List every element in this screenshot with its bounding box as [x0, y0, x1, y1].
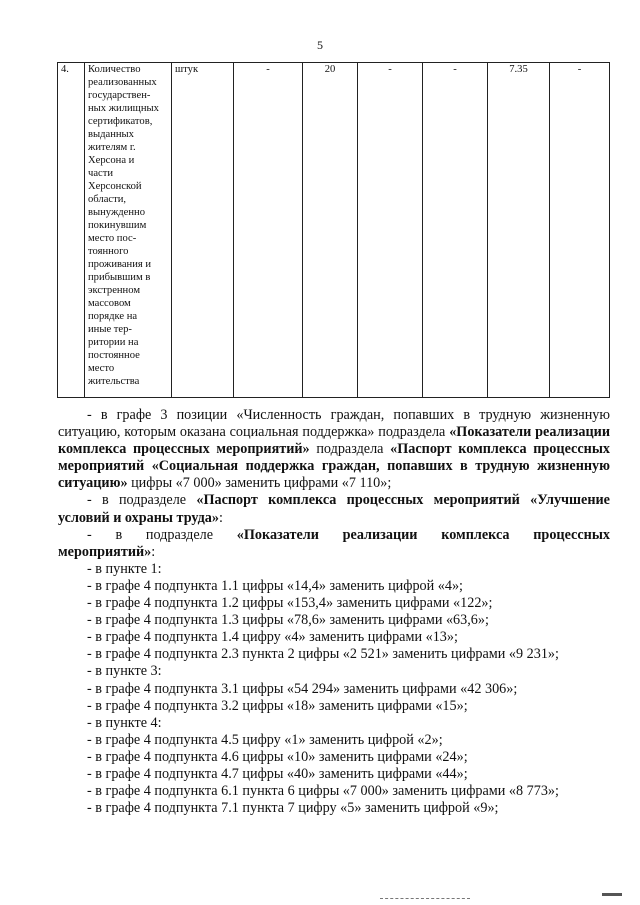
- indicators-table: [57, 62, 610, 398]
- indicator-name-line: место: [88, 363, 115, 374]
- subsection-title: «Показатели реализации комплекса процессных мероприятий»: [58, 424, 611, 458]
- value-cell-4: -: [423, 63, 488, 398]
- paragraph-text: :: [151, 543, 156, 560]
- list-item: - в графе 4 подпункта 3.2 цифры «18» заменить цифрами «15»;: [87, 697, 468, 714]
- table-row: [58, 63, 610, 398]
- indicator-name-line: покинувшим: [88, 220, 147, 231]
- document-body: [58, 407, 610, 817]
- indicator-name-line: жительства: [88, 376, 140, 387]
- list-item: - в графе 4 подпункта 1.4 цифру «4» заменить цифрами «13»;: [87, 629, 458, 646]
- indicator-name-line: ных жилищных: [88, 103, 159, 114]
- word: комплекса: [441, 526, 510, 543]
- list-item: - в графе 4 подпункта 2.3 пункта 2 цифры «2 521» заменить цифрами «9 231»;: [87, 646, 559, 663]
- list-item: - в графе 4 подпункта 3.1 цифры «54 294» заменить цифрами «42 306»;: [87, 680, 518, 697]
- list-item: - в графе 4 подпункта 7.1 пункта 7 цифру «5» заменить цифрой «9»;: [87, 800, 499, 817]
- value-cell-3: -: [358, 63, 423, 398]
- list-item: - в графе 4 подпункта 4.6 цифры «10» заменить цифрами «24»;: [87, 748, 468, 765]
- indicator-name-line: постоянное: [88, 350, 140, 361]
- list-item: - в пункте 1:: [87, 560, 162, 577]
- word: «Показатели: [236, 526, 319, 543]
- indicator-name-line: экстренном: [88, 285, 141, 296]
- value-cell-6: -: [550, 63, 610, 398]
- paragraph-text: подраздела: [309, 441, 391, 458]
- indicator-name-line: реализованных: [88, 77, 157, 88]
- subsection-title: «Паспорт комплекса процессных мероприятий «Социальная поддержка граждан, попавших в трудную жизненную ситуацию»: [58, 441, 610, 492]
- paragraph-labor-subsection: [58, 492, 610, 526]
- amendment-list: [58, 561, 610, 817]
- value-cell-5: 7.35: [488, 63, 550, 398]
- indicator-name-line: тоянного: [88, 246, 129, 257]
- scan-artifact: [602, 893, 622, 896]
- indicator-name-line: иные тер-: [88, 324, 132, 335]
- indicator-name-line: жителям г.: [88, 142, 136, 153]
- indicator-name-line: вынужденно: [88, 207, 145, 218]
- indicator-name-line: части: [88, 168, 114, 179]
- indicator-name-line: сертификатов,: [88, 116, 153, 127]
- word: -: [87, 526, 92, 543]
- indicator-name-line: порядке на: [88, 311, 138, 322]
- list-item: - в графе 4 подпункта 1.2 цифры «153,4» заменить цифрами «122»;: [87, 595, 493, 612]
- paragraph-text: :: [218, 509, 223, 526]
- list-item: - в графе 4 подпункта 1.3 цифры «78,6» заменить цифрами «63,6»;: [87, 612, 489, 629]
- indicator-name-line: области,: [88, 194, 127, 205]
- row-number-cell: 4.: [58, 63, 85, 398]
- word: в: [115, 526, 123, 543]
- indicator-name-line: Херсона и: [88, 155, 135, 166]
- indicator-name-line: Количество: [88, 64, 141, 75]
- indicator-name-line: Херсонской: [88, 181, 142, 192]
- paragraph-text: - в подразделе: [87, 492, 197, 509]
- word: подразделе: [145, 526, 214, 543]
- value-cell-1: -: [234, 63, 303, 398]
- indicator-name-line: прибывшим в: [88, 272, 151, 283]
- subsection-title: «Паспорт комплекса процессных мероприятий «Улучшение условий и охраны труда»: [58, 492, 610, 526]
- indicator-name-line: государствен-: [88, 90, 151, 101]
- list-item: - в пункте 3:: [87, 663, 162, 680]
- indicator-name-line: место пос-: [88, 233, 137, 244]
- paragraph-indicators-line1: [58, 527, 610, 544]
- list-item: - в пункте 4:: [87, 714, 162, 731]
- paragraph-graph3: [58, 407, 610, 492]
- list-item: - в графе 4 подпункта 6.1 пункта 6 цифры «7 000» заменить цифрами «8 773»;: [87, 783, 559, 800]
- value-cell-2: 20: [303, 63, 358, 398]
- word: процессных: [533, 526, 610, 543]
- subsection-title: мероприятий»: [58, 543, 152, 560]
- indicator-name-line: выданных: [88, 129, 134, 140]
- indicator-name-line: ритории на: [88, 337, 139, 348]
- unit-cell: штук: [172, 63, 234, 398]
- indicator-name-cell: [85, 63, 172, 398]
- list-item: - в графе 4 подпункта 1.1 цифры «14,4» заменить цифрой «4»;: [87, 577, 464, 594]
- word: реализации: [342, 526, 418, 543]
- list-item: - в графе 4 подпункта 4.7 цифры «40» заменить цифрами «44»;: [87, 765, 468, 782]
- paragraph-text: - в графе 3 позиции «Численность граждан, попавших в трудную жизненную ситуацию, которым оказана социальная поддержка» подраздела: [58, 407, 610, 441]
- page-number: 5: [317, 38, 323, 52]
- list-item: - в графе 4 подпункта 4.5 цифру «1» заменить цифрой «2»;: [87, 731, 443, 748]
- indicator-name-line: проживания и: [88, 259, 152, 270]
- paragraph-indicators-line2: [58, 544, 610, 561]
- scan-artifact: [380, 898, 470, 901]
- indicator-name-line: массовом: [88, 298, 131, 309]
- paragraph-text: цифры «7 000» заменить цифрами «7 110»;: [127, 475, 392, 492]
